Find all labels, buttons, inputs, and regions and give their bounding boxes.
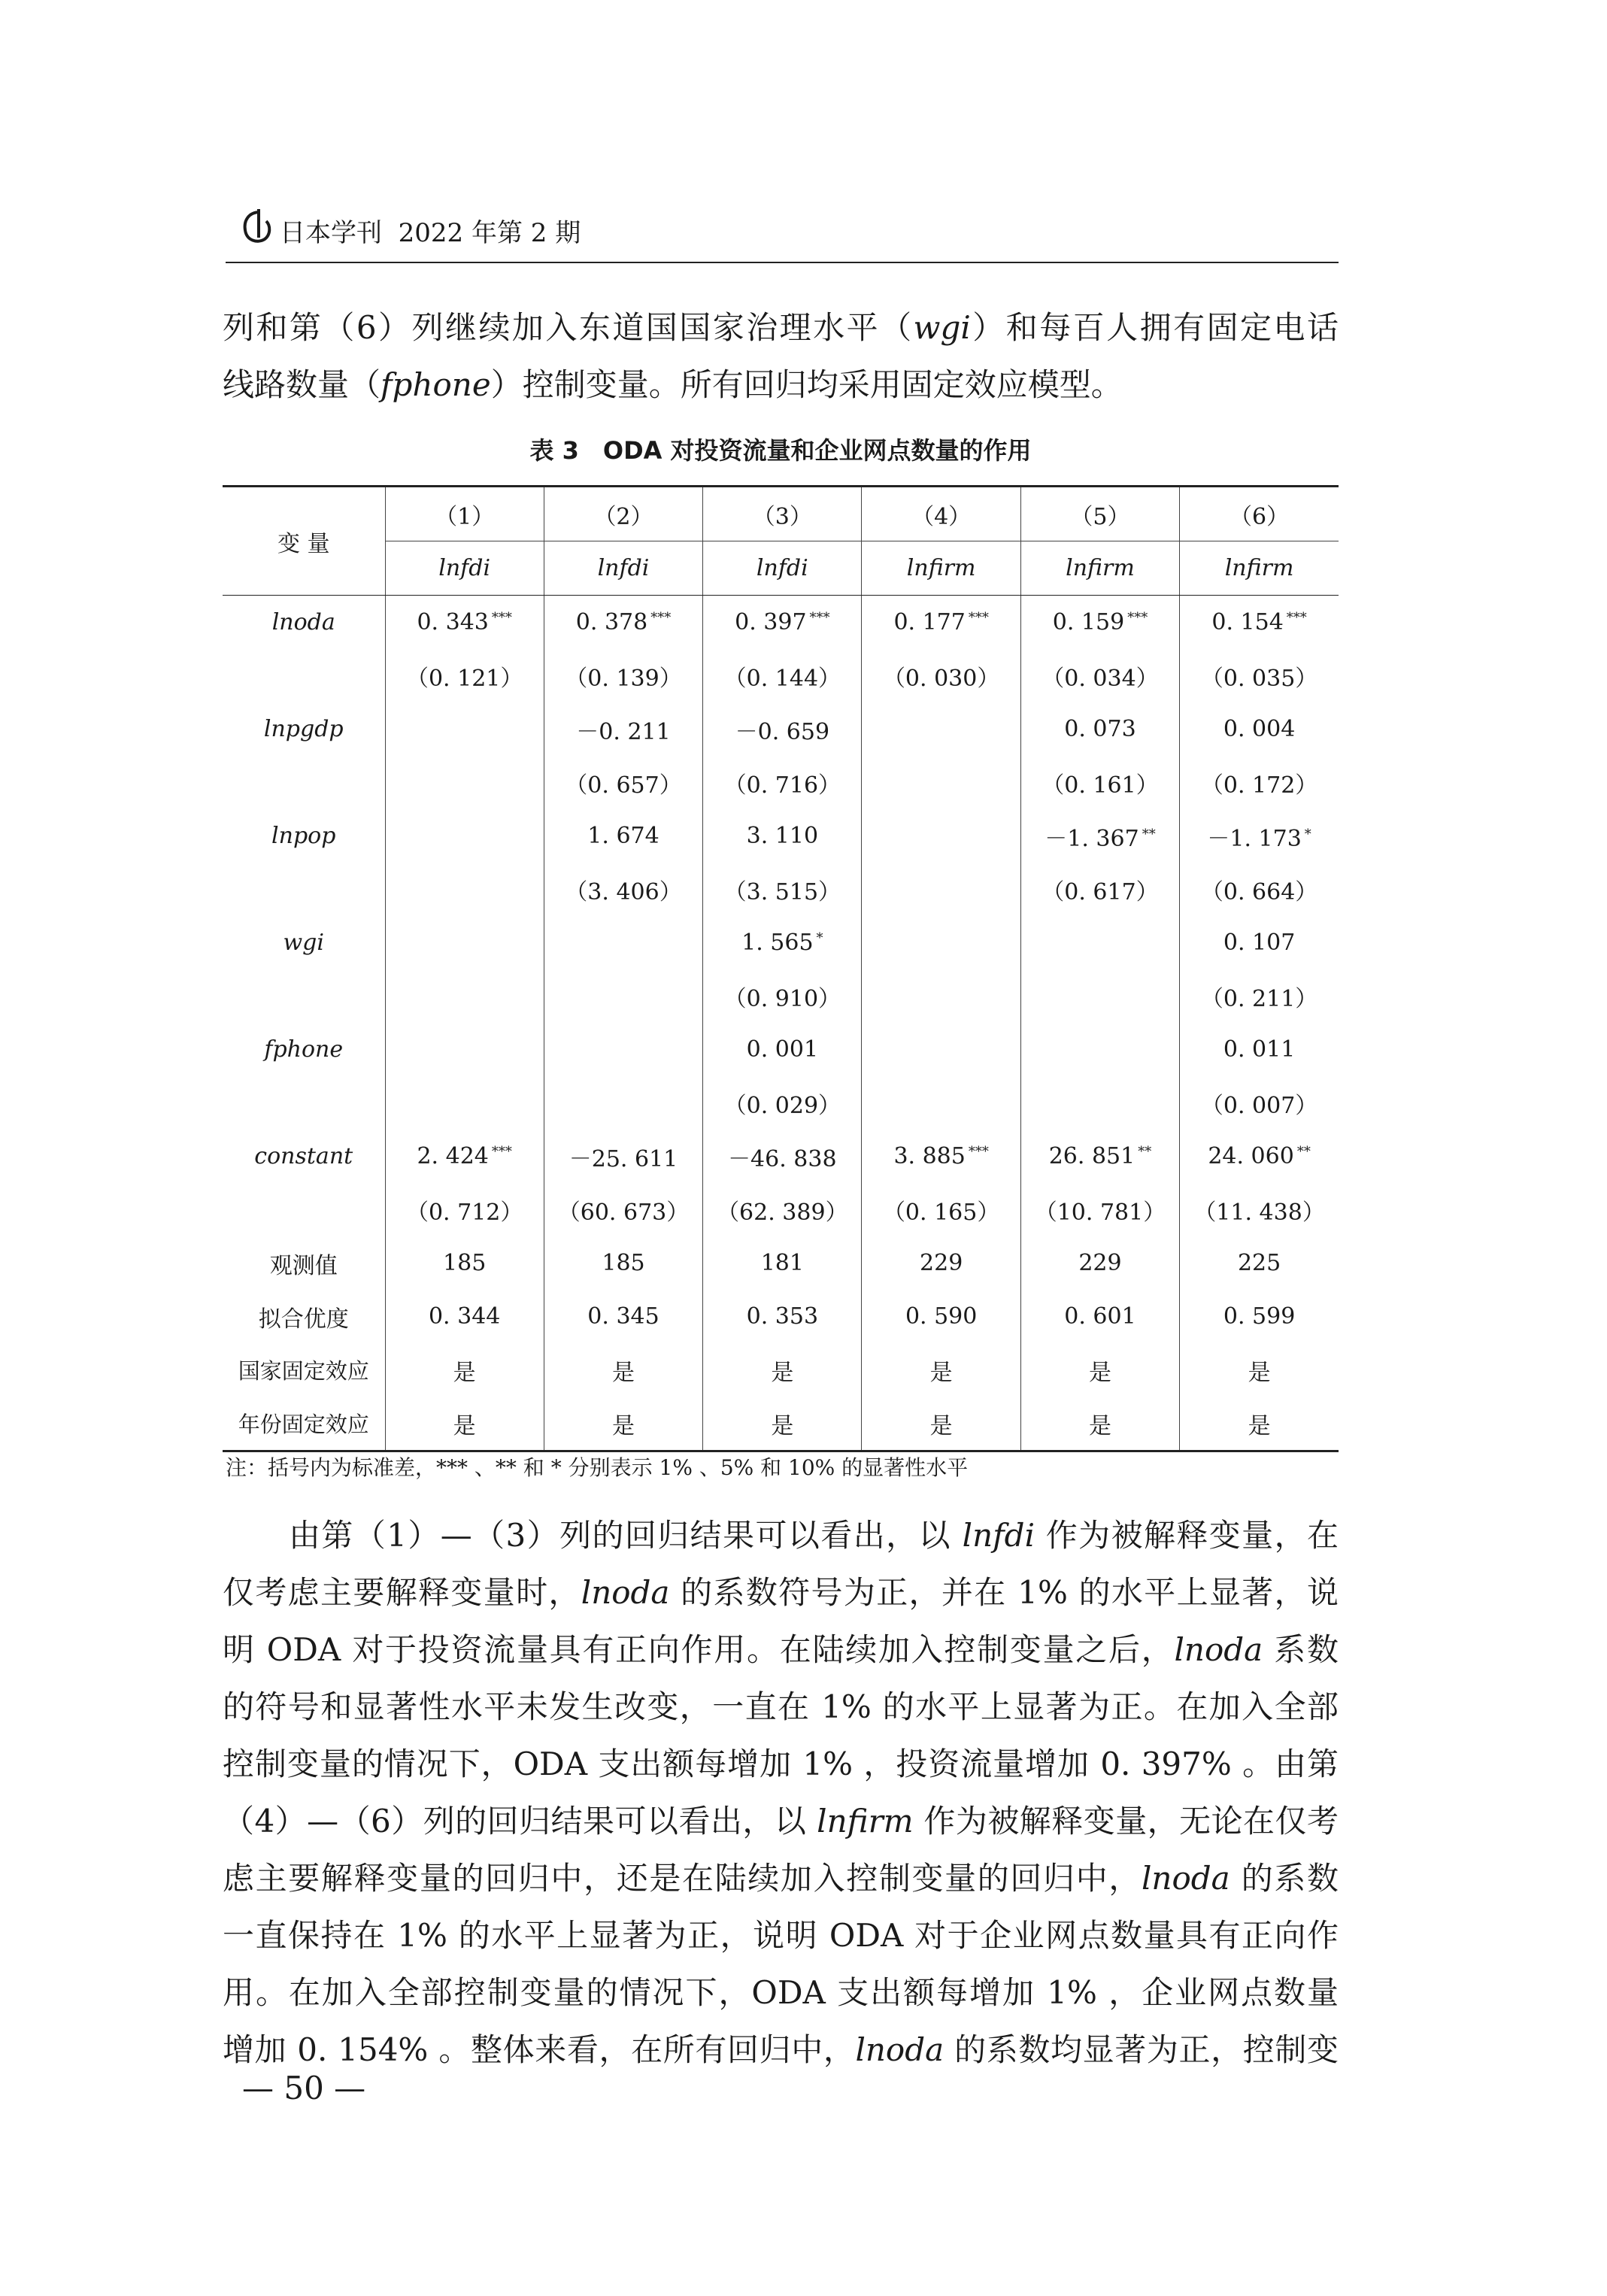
cell-value: 185 — [443, 1250, 487, 1276]
table-cell — [862, 1236, 1020, 1290]
table-cell — [1020, 1290, 1179, 1343]
cell-value: （0. 165） — [882, 1199, 1000, 1226]
row-label — [223, 969, 385, 1023]
table-cell — [385, 969, 544, 1023]
table-cell — [862, 1183, 1020, 1236]
table-row — [223, 969, 1339, 1023]
table-cell — [385, 702, 544, 756]
significance-stars: *** — [491, 610, 512, 626]
row-label — [223, 1076, 385, 1130]
dependent-variable: lnfirm — [1020, 541, 1179, 596]
row-label: 年份固定效应 — [223, 1397, 385, 1451]
table-row — [223, 649, 1339, 702]
table-cell — [862, 1076, 1020, 1130]
table-cell — [385, 756, 544, 809]
table-cell — [862, 1343, 1020, 1397]
cell-value: 是 — [1088, 1359, 1111, 1386]
row-label — [223, 863, 385, 916]
table-cell — [544, 1183, 702, 1236]
table-cell — [703, 1076, 862, 1130]
column-header: （4） — [862, 487, 1020, 541]
table-row — [223, 1343, 1339, 1397]
cell-value: 0. 159 — [1052, 609, 1125, 635]
cell-value: 1. 565 — [741, 930, 814, 956]
cell-value: 是 — [771, 1412, 794, 1439]
cell-value: （0. 030） — [882, 665, 1000, 692]
cell-value: －1. 367 — [1045, 825, 1139, 852]
cell-value: 0. 353 — [746, 1303, 819, 1330]
table-cell — [862, 809, 1020, 863]
column-number-row — [223, 487, 1339, 541]
row-label: 拟合优度 — [258, 1306, 349, 1333]
table-row — [223, 1130, 1339, 1183]
cell-value: 0. 397 — [735, 609, 807, 635]
table-cell — [1020, 649, 1179, 702]
table-cell — [703, 702, 862, 756]
intro-line-1: 列和第（6）列继续加入东道国国家治理水平（wgi）和每百人拥有固定电话 — [223, 309, 1339, 346]
table-row — [223, 809, 1339, 863]
cell-value: 0. 177 — [893, 609, 966, 635]
cell-value: 0. 343 — [417, 609, 489, 635]
dependent-variable: lnfdi — [544, 541, 702, 596]
cell-value: 0. 601 — [1064, 1303, 1136, 1330]
table-cell — [385, 1397, 544, 1451]
significance-stars: * — [816, 930, 823, 946]
cell-value: （10. 781） — [1034, 1199, 1166, 1226]
cell-value: 0. 599 — [1223, 1303, 1296, 1330]
table-cell — [544, 1343, 702, 1397]
body-line: 由第（1）—（3）列的回归结果可以看出，以 lnfdi 作为被解释变量，在 — [289, 1517, 1339, 1554]
issue-label: 2022 年第 2 期 — [398, 218, 581, 248]
table-cell — [385, 863, 544, 916]
table-cell — [544, 1130, 702, 1183]
table-cell — [1180, 1397, 1339, 1451]
table-cell — [1180, 649, 1339, 702]
table-row — [223, 702, 1339, 756]
table-cell — [385, 1023, 544, 1076]
cell-value: （62. 389） — [717, 1199, 848, 1226]
cell-value: 0. 011 — [1223, 1036, 1296, 1063]
table-cell — [544, 916, 702, 969]
table-cell — [862, 702, 1020, 756]
table-cell — [703, 756, 862, 809]
cell-value: 225 — [1237, 1250, 1281, 1276]
journal-name: 日本学刊 — [280, 218, 382, 248]
cell-value: 1. 674 — [587, 823, 659, 849]
dependent-variable: lnfirm — [1180, 541, 1339, 596]
table-cell — [1020, 969, 1179, 1023]
cell-value: 0. 154 — [1211, 609, 1284, 635]
table-cell — [1020, 809, 1179, 863]
journal-logo-icon — [241, 208, 274, 247]
cell-value: 0. 344 — [428, 1303, 501, 1330]
cell-value: （0. 139） — [565, 665, 682, 692]
table-cell — [1020, 863, 1179, 916]
significance-stars: ** — [1142, 826, 1156, 842]
table-body — [223, 596, 1339, 1451]
significance-stars: *** — [650, 610, 672, 626]
cell-value: （60. 673） — [557, 1199, 690, 1226]
cell-value: （0. 211） — [1200, 985, 1318, 1012]
cell-value: 是 — [453, 1359, 476, 1386]
table-cell — [1020, 1183, 1179, 1236]
table-cell — [1180, 1343, 1339, 1397]
cell-value: （0. 172） — [1200, 772, 1318, 799]
table-row — [223, 1076, 1339, 1130]
significance-stars: *** — [491, 1144, 512, 1160]
table-cell — [1020, 756, 1179, 809]
table-cell — [862, 969, 1020, 1023]
page-number: — 50 — — [242, 2070, 366, 2106]
dependent-variable: lnfdi — [385, 541, 544, 596]
column-header: （5） — [1020, 487, 1179, 541]
running-header — [226, 205, 1339, 263]
table-cell — [544, 1290, 702, 1343]
table-cell — [862, 1397, 1020, 1451]
regression-table — [223, 485, 1339, 1452]
cell-value: 是 — [929, 1412, 953, 1439]
cell-value: （0. 657） — [565, 772, 682, 799]
table-cell — [385, 809, 544, 863]
column-header: （3） — [703, 487, 862, 541]
body-line: 控制变量的情况下，ODA 支出额每增加 1% ，投资流量增加 0. 397% 。由第 — [223, 1746, 1339, 1782]
body-line: 用。在加入全部控制变量的情况下，ODA 支出额每增加 1% ，企业网点数量 — [223, 1974, 1339, 2011]
table-cell — [544, 863, 702, 916]
body-line: 的符号和显著性水平未发生改变，一直在 1% 的水平上显著为正。在加入全部 — [223, 1688, 1339, 1725]
cell-value: （0. 910） — [723, 985, 841, 1012]
table-row — [223, 1183, 1339, 1236]
cell-value: 24. 060 — [1208, 1143, 1294, 1169]
table-cell — [1180, 1130, 1339, 1183]
cell-value: （0. 007） — [1200, 1092, 1318, 1119]
table-cell — [544, 756, 702, 809]
cell-value: 是 — [1088, 1412, 1111, 1439]
row-label — [223, 1183, 385, 1236]
cell-value: 是 — [771, 1359, 794, 1386]
body-line: 明 ODA 对于投资流量具有正向作用。在陆续加入控制变量之后，lnoda 系数 — [223, 1631, 1339, 1668]
table-cell — [1020, 1397, 1179, 1451]
cell-value: （0. 035） — [1200, 665, 1318, 692]
body-line: 一直保持在 1% 的水平上显著为正，说明 ODA 对于企业网点数量具有正向作 — [223, 1917, 1339, 1954]
significance-stars: *** — [809, 610, 830, 626]
cell-value: 是 — [611, 1359, 635, 1386]
table-cell — [544, 1023, 702, 1076]
column-header: （1） — [385, 487, 544, 541]
cell-value: （0. 716） — [723, 772, 841, 799]
cell-value: （3. 406） — [565, 878, 682, 905]
body-line: 增加 0. 154% 。整体来看，在所有回归中，lnoda 的系数均显著为正，控制变 — [223, 2031, 1339, 2068]
significance-stars: *** — [968, 1144, 989, 1160]
cell-value: （0. 029） — [723, 1092, 841, 1119]
variable-header: 变 量 — [223, 487, 385, 596]
table-cell — [1180, 863, 1339, 916]
dependent-variable-row — [223, 541, 1339, 596]
table-cell — [1180, 596, 1339, 650]
table-cell — [1180, 1236, 1339, 1290]
cell-value: 3. 885 — [893, 1143, 966, 1169]
table-cell — [544, 1076, 702, 1130]
cell-value: （3. 515） — [723, 878, 841, 905]
header-text — [280, 212, 581, 249]
table-cell — [1180, 1183, 1339, 1236]
significance-stars: ** — [1138, 1144, 1152, 1160]
table-cell — [385, 1076, 544, 1130]
table-cell — [385, 649, 544, 702]
table-cell — [1020, 702, 1179, 756]
body-line: 仅考虑主要解释变量时，lnoda 的系数符号为正，并在 1% 的水平上显著，说 — [223, 1574, 1339, 1611]
table-cell — [1020, 596, 1179, 650]
table-cell — [1180, 756, 1339, 809]
significance-stars: * — [1304, 826, 1311, 842]
cell-value: （0. 144） — [723, 665, 841, 692]
cell-value: （0. 121） — [405, 665, 523, 692]
table-row — [223, 596, 1339, 650]
table-cell — [703, 649, 862, 702]
table-cell — [703, 1397, 862, 1451]
cell-value: （0. 617） — [1042, 878, 1159, 905]
cell-value: －0. 211 — [576, 718, 671, 745]
cell-value: （0. 664） — [1200, 878, 1318, 905]
cell-value: 0. 073 — [1064, 716, 1136, 742]
cell-value: 0. 004 — [1223, 716, 1296, 742]
cell-value: 0. 590 — [905, 1303, 978, 1330]
cell-value: 229 — [920, 1250, 963, 1276]
table-cell — [703, 1236, 862, 1290]
cell-value: （0. 161） — [1042, 772, 1159, 799]
column-header: （6） — [1180, 487, 1339, 541]
table-caption: 表 3 ODA 对投资流量和企业网点数量的作用 — [529, 436, 1032, 465]
table-cell — [544, 809, 702, 863]
cell-value: 0. 345 — [587, 1303, 659, 1330]
cell-value: （11. 438） — [1193, 1199, 1325, 1226]
cell-value: （0. 034） — [1042, 665, 1159, 692]
cell-value: 是 — [453, 1412, 476, 1439]
body-line: （4）—（6）列的回归结果可以看出，以 lnfirm 作为被解释变量，无论在仅考 — [223, 1803, 1339, 1840]
cell-value: 0. 001 — [746, 1036, 819, 1063]
table-cell — [544, 596, 702, 650]
cell-value: 是 — [1248, 1412, 1271, 1439]
cell-value: 是 — [1248, 1359, 1271, 1386]
cell-value: －25. 611 — [569, 1145, 678, 1172]
significance-stars: *** — [968, 610, 989, 626]
column-header: （2） — [544, 487, 702, 541]
significance-stars: *** — [1286, 610, 1307, 626]
table-cell — [1020, 1023, 1179, 1076]
row-label: constant — [254, 1143, 353, 1169]
row-label — [223, 756, 385, 809]
cell-value: －46. 838 — [728, 1145, 837, 1172]
table-row — [223, 863, 1339, 916]
table-cell — [385, 1236, 544, 1290]
row-label: 国家固定效应 — [238, 1358, 369, 1384]
table-row — [223, 1397, 1339, 1451]
table-cell — [862, 1130, 1020, 1183]
cell-value: 0. 378 — [575, 609, 648, 635]
table-cell — [1020, 1130, 1179, 1183]
table-cell — [1020, 916, 1179, 969]
table-cell — [703, 809, 862, 863]
cell-value: －1. 173 — [1207, 825, 1302, 852]
table-cell — [544, 649, 702, 702]
table-cell — [1020, 1076, 1179, 1130]
table-cell — [1180, 1290, 1339, 1343]
table-cell — [703, 1183, 862, 1236]
table-cell — [862, 916, 1020, 969]
table-cell — [544, 702, 702, 756]
table-cell — [703, 916, 862, 969]
table-cell — [703, 1023, 862, 1076]
table-cell — [862, 596, 1020, 650]
body-line: 虑主要解释变量的回归中，还是在陆续加入控制变量的回归中，lnoda 的系数 — [223, 1860, 1339, 1897]
table-cell — [1020, 1236, 1179, 1290]
table-cell — [703, 863, 862, 916]
table-row — [223, 1023, 1339, 1076]
table-cell — [385, 596, 544, 650]
table-cell — [703, 1130, 862, 1183]
row-label: lnoda — [271, 609, 335, 635]
table-cell — [385, 1290, 544, 1343]
table-note: 注：括号内为标准差，*** 、** 和 * 分别表示 1% 、5% 和 10% 的显著性水平 — [226, 1455, 969, 1480]
significance-stars: *** — [1127, 610, 1148, 626]
table-cell — [385, 1343, 544, 1397]
table-cell — [544, 969, 702, 1023]
table-cell — [862, 649, 1020, 702]
table-row — [223, 1236, 1339, 1290]
table-cell — [385, 1130, 544, 1183]
table-row — [223, 916, 1339, 969]
dependent-variable: lnfirm — [862, 541, 1020, 596]
cell-value: 0. 107 — [1223, 930, 1296, 956]
table-cell — [703, 596, 862, 650]
intro-line-2: 线路数量（fphone）控制变量。所有回归均采用固定效应模型。 — [223, 366, 1123, 403]
table-cell — [703, 1343, 862, 1397]
table-cell — [1180, 809, 1339, 863]
table-cell — [703, 1290, 862, 1343]
cell-value: 3. 110 — [746, 823, 819, 849]
table-cell — [1180, 1023, 1339, 1076]
cell-value: 是 — [611, 1412, 635, 1439]
table-cell — [862, 863, 1020, 916]
significance-stars: ** — [1296, 1144, 1311, 1160]
table-cell — [1180, 916, 1339, 969]
table-cell — [703, 969, 862, 1023]
table-cell — [1180, 1076, 1339, 1130]
table-cell — [544, 1236, 702, 1290]
cell-value: －0. 659 — [735, 718, 830, 745]
table-cell — [862, 756, 1020, 809]
table-cell — [385, 1183, 544, 1236]
table-cell — [385, 916, 544, 969]
table-cell — [862, 1290, 1020, 1343]
row-label: lnpop — [271, 823, 336, 849]
table-cell — [544, 1397, 702, 1451]
row-label — [223, 649, 385, 702]
cell-value: 185 — [602, 1250, 645, 1276]
cell-value: 2. 424 — [417, 1143, 489, 1169]
table-row — [223, 756, 1339, 809]
table-row — [223, 1290, 1339, 1343]
row-label: fphone — [264, 1036, 344, 1063]
row-label: 观测值 — [269, 1252, 338, 1279]
cell-value: 是 — [929, 1359, 953, 1386]
table-cell — [1180, 969, 1339, 1023]
cell-value: （0. 712） — [405, 1199, 523, 1226]
row-label: wgi — [283, 930, 324, 956]
table-cell — [862, 1023, 1020, 1076]
table-cell — [1020, 1343, 1179, 1397]
table-cell — [1180, 702, 1339, 756]
dependent-variable: lnfdi — [703, 541, 862, 596]
cell-value: 229 — [1078, 1250, 1122, 1276]
cell-value: 181 — [760, 1250, 804, 1276]
row-label: lnpgdp — [263, 716, 344, 742]
cell-value: 26. 851 — [1048, 1143, 1136, 1169]
